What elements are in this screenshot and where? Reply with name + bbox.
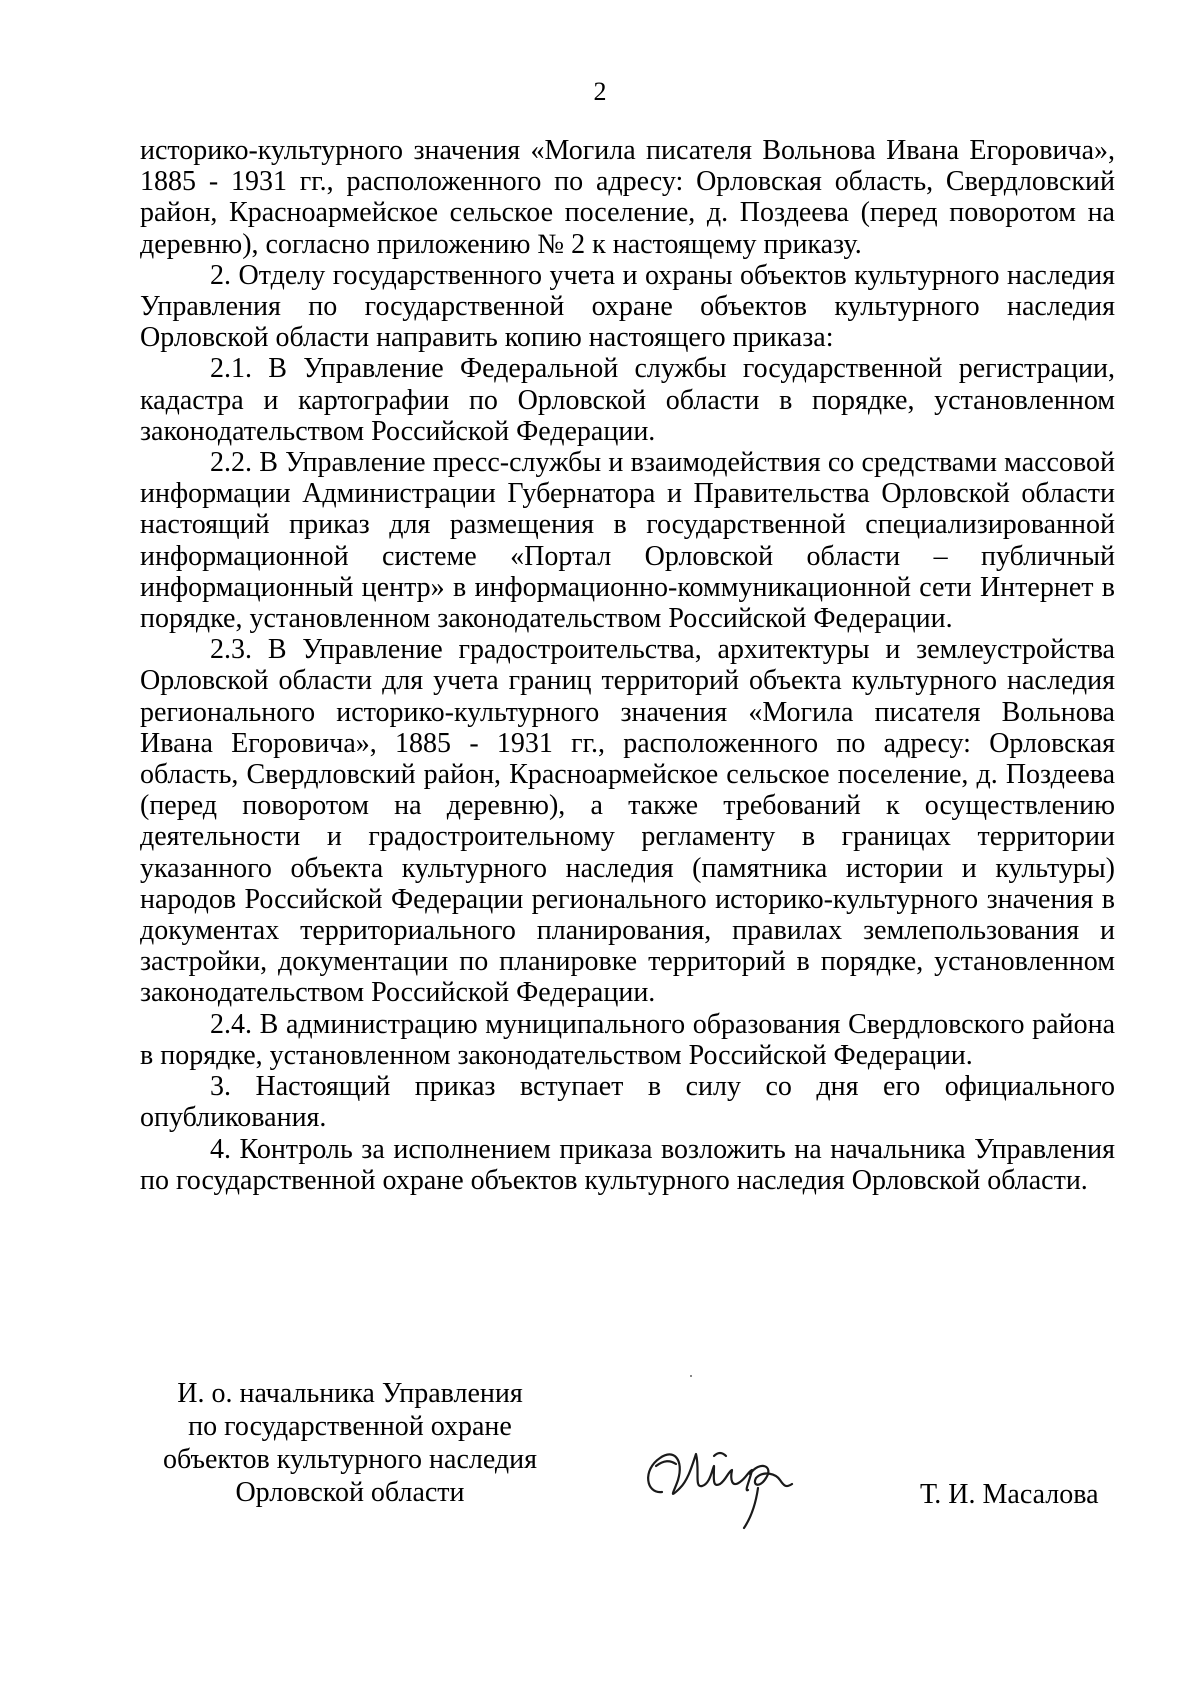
position-line: И. о. начальника Управления (177, 1378, 523, 1409)
paragraph-item-3: 3. Настоящий приказ вступает в силу со дня его официального опубликования. (140, 1071, 1115, 1134)
paragraph-item-2-3: 2.3. В Управление градостроительства, архитектуры и землеустройства Орловской области для учета границ территорий объекта культурного наследия регионального историко-культурного значения «Могила писателя Вольнова Ивана Егоровича», 1885 - 1931 гг., расположенного по адресу: Орловская область, Свердловский район, Красноармейское сельское поселение, д. Поздеева (перед поворотом на деревню), а также требований к осуществлению деятельности и градостроительному регламенту в границах территории указанного объекта культурного наследия (памятника истории и культуры) народов Российской Федерации регионального историко-культурного значения в документах территориального планирования, правилах землепользования и застройки, документации по планировке территорий в порядке, установленном законодательством Российской Федерации. (140, 634, 1115, 1009)
position-line: Орловской области (235, 1477, 465, 1508)
position-line: объектов культурного наследия (162, 1444, 538, 1475)
signatory-name: Т. И. Масалова (920, 1479, 1099, 1510)
paragraph-item-2-4: 2.4. В администрацию муниципального образования Свердловского района в порядке, установленном законодательством Российской Федерации. (140, 1008, 1115, 1071)
paragraph-item-2-2: 2.2. В Управление пресс-службы и взаимодействия со средствами массовой информации Администрации Губернатора и Правительства Орловской области настоящий приказ для размещения в государственной специализированной информационной системе «Портал Орловской области – публичный информационный центр» в информационно-коммуникационной сети Интернет в порядке, установленном законодательством Российской Федерации. (140, 447, 1115, 635)
position-line: по государственной охране (188, 1411, 512, 1442)
paragraph-item-4: 4. Контроль за исполнением приказа возложить на начальника Управления по государственной охране объектов культурного наследия Орловской области. (140, 1133, 1115, 1196)
paragraph-item-2-1: 2.1. В Управление Федеральной службы государственной регистрации, кадастра и картографии по Орловской области в порядке, установленном законодательством Российской Федерации. (140, 353, 1115, 447)
paragraph-continuation: историко-культурного значения «Могила писателя Вольнова Ивана Егоровича», 1885 - 1931 гг., расположенного по адресу: Орловская область, Свердловский район, Красноармейское сельское поселение, д. Поздеева (перед поворотом на деревню), согласно приложению № 2 к настоящему приказу. (140, 135, 1115, 260)
signatory-position (150, 1377, 550, 1509)
scan-speck (690, 1375, 692, 1377)
document-body (140, 135, 1115, 1196)
page-number: 2 (593, 77, 607, 106)
paragraph-item-2: 2. Отделу государственного учета и охраны объектов культурного наследия Управления по государственной охране объектов культурного наследия Орловской области направить копию настоящего приказа: (140, 259, 1115, 354)
handwritten-signature (640, 1430, 810, 1535)
